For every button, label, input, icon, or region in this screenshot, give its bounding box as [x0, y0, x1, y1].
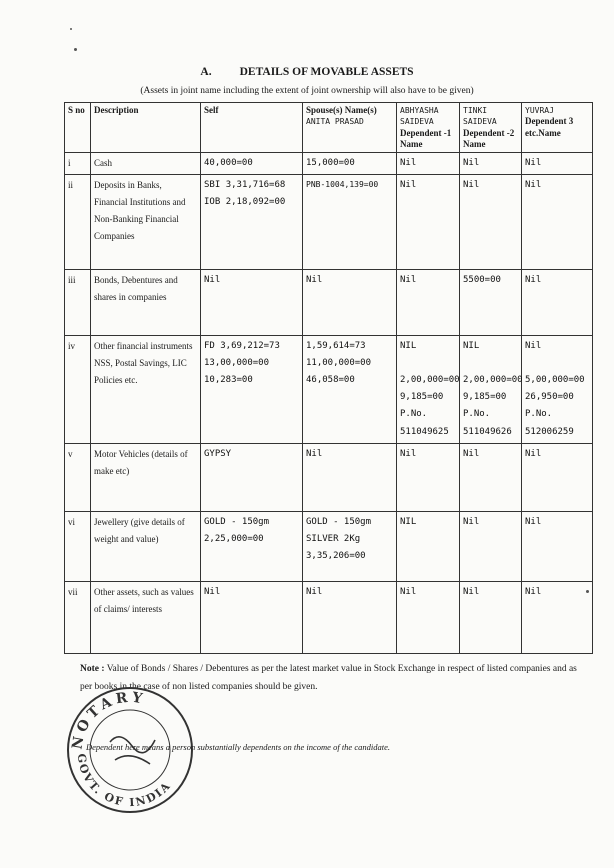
header-dep2-label: Dependent -2 Name	[463, 127, 515, 149]
svg-text:GOVT. OF INDIA	[75, 753, 174, 809]
header-dep1-label: Dependent -1 Name	[400, 127, 452, 149]
cell-dep3: Nil 5,00,000=00 26,950=00 P.No. 512006259	[522, 336, 593, 444]
scan-mark	[74, 48, 77, 51]
cell-spouse: PNB-1004,139=00	[303, 175, 397, 270]
section-subtitle: (Assets in joint name including the extent of joint ownership will also have to be given)	[140, 86, 474, 96]
cell-spouse: Nil	[303, 581, 397, 653]
cell-dep2: 5500=00	[460, 270, 522, 336]
table-row	[65, 511, 593, 581]
header-spouse-name: ANITA PRASAD	[306, 117, 364, 127]
scan-mark	[70, 28, 72, 30]
header-self: Self	[201, 103, 303, 153]
cell-dep3: Nil	[522, 270, 593, 336]
cell-sno: iv	[65, 336, 91, 444]
section-number: A.	[200, 66, 212, 78]
table-header-row	[65, 103, 593, 153]
cell-description: Deposits in Banks, Financial Institutions and Non-Banking Financial Companies	[91, 175, 201, 270]
table-row	[65, 153, 593, 175]
cell-self: GYPSY	[201, 443, 303, 511]
cell-spouse: Nil	[303, 270, 397, 336]
cell-self: FD 3,69,212=73 13,00,000=00 10,283=00	[201, 336, 303, 444]
cell-dep3: Nil	[522, 443, 593, 511]
footnote: Dependent here means a person substantially dependents on the income of the candidate.	[86, 742, 390, 752]
table-row	[65, 581, 593, 653]
bank-tag: IOB	[204, 197, 221, 208]
cell-self: SBI 3,31,716=68 IOB 2,18,092=00	[201, 175, 303, 270]
cell-dep2: Nil	[460, 511, 522, 581]
header-dep1-name: ABHYASHA SAIDEVA	[400, 106, 439, 127]
cell-spouse: 15,000=00	[303, 153, 397, 175]
scan-mark	[586, 590, 589, 593]
cell-description: Bonds, Debentures and shares in companies	[91, 270, 201, 336]
table-row	[65, 443, 593, 511]
cell-description: Other financial instruments NSS, Postal Savings, LIC Policies etc.	[91, 336, 201, 444]
cell-spouse: Nil	[303, 443, 397, 511]
header-dep2	[460, 103, 522, 153]
note-text: Value of Bonds / Shares / Debentures as per the latest market value in Stock Exchange in respect of listed companies and as per books in the case of non listed companies should be given.	[80, 664, 577, 693]
cell-dep3: Nil	[522, 581, 593, 653]
cell-description: Motor Vehicles (details of make etc)	[91, 443, 201, 511]
header-sno: S no	[65, 103, 91, 153]
cell-description: Cash	[91, 153, 201, 175]
cell-dep3: Nil	[522, 511, 593, 581]
cell-dep2: NIL 2,00,000=00 9,185=00 P.No. 511049626	[460, 336, 522, 444]
cell-dep2: Nil	[460, 175, 522, 270]
cell-description: Jewellery (give details of weight and value)	[91, 511, 201, 581]
cell-dep1: Nil	[397, 270, 460, 336]
header-spouse-label: Spouse(s) Name(s)	[306, 105, 377, 115]
header-dep3	[522, 103, 593, 153]
cell-dep1: Nil	[397, 443, 460, 511]
table-row	[65, 336, 593, 444]
cell-sno: ii	[65, 175, 91, 270]
note-label: Note :	[80, 664, 105, 674]
cell-sno: i	[65, 153, 91, 175]
cell-dep3: Nil	[522, 153, 593, 175]
header-dep1	[397, 103, 460, 153]
movable-assets-table	[64, 102, 593, 654]
cell-sno: vi	[65, 511, 91, 581]
cell-self: Nil	[201, 581, 303, 653]
cell-self: Nil	[201, 270, 303, 336]
cell-sno: v	[65, 443, 91, 511]
cell-dep2: Nil	[460, 581, 522, 653]
cell-dep2: Nil	[460, 153, 522, 175]
cell-dep1: NIL	[397, 511, 460, 581]
cell-dep3: Nil	[522, 175, 593, 270]
header-description: Description	[91, 103, 201, 153]
cell-dep1: Nil	[397, 581, 460, 653]
cell-spouse: GOLD - 150gm SILVER 2Kg 3,35,206=00	[303, 511, 397, 581]
cell-description: Other assets, such as values of claims/ interests	[91, 581, 201, 653]
cell-dep1: Nil	[397, 153, 460, 175]
cell-dep1: NIL 2,00,000=00 9,185=00 P.No. 511049625	[397, 336, 460, 444]
section-title-text: DETAILS OF MOVABLE ASSETS	[239, 66, 414, 78]
cell-dep2: Nil	[460, 443, 522, 511]
cell-sno: iii	[65, 270, 91, 336]
seal-top-text: NOTARY	[69, 689, 148, 751]
header-dep3-name: YUVRAJ	[525, 106, 554, 115]
bank-tag: SBI	[204, 180, 221, 191]
table-row	[65, 270, 593, 336]
header-dep2-name: TINKI SAIDEVA	[463, 106, 497, 127]
cell-self: 40,000=00	[201, 153, 303, 175]
seal-bottom-text: GOVT. OF INDIA	[74, 752, 174, 810]
header-dep3-label: Dependent 3 etc.Name	[525, 116, 574, 138]
cell-dep1: Nil	[397, 175, 460, 270]
cell-sno: vii	[65, 581, 91, 653]
header-spouse	[303, 103, 397, 153]
section-title	[0, 66, 614, 78]
cell-spouse: 1,59,614=73 11,00,000=00 46,058=00	[303, 336, 397, 444]
table-row	[65, 175, 593, 270]
cell-self: GOLD - 150gm 2,25,000=00	[201, 511, 303, 581]
